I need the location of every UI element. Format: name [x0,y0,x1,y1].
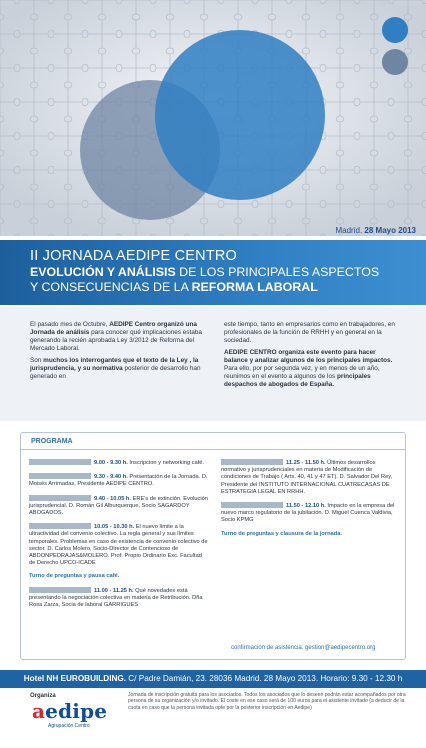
intro-paragraph: Son muchos los interrogantes que el texto de la Ley , la jurisprudencia, y su normativa posterior de desarrollo han generado en [30,357,201,380]
puzzle-background [0,0,426,236]
time-bar [29,587,91,593]
blue-circle [155,30,325,200]
time-bar [221,502,283,508]
intro-paragraph: El pasado mes de Octubre, AEDIPE Centro organizó una Jornada de análisis para conocer qué implicaciones estaba generando la recién aprobada Ley 3/2012 de Reforma del Mercado Laboral. [30,321,202,352]
event-subtitle-line1: EVOLUCIÓN Y ANÁLISIS DE LOS PRINCIPALES ASPECTOS [30,265,380,279]
title-banner [0,240,426,305]
intro-column-right [224,321,396,393]
break-note: Turno de preguntas y pausa café. [29,573,120,580]
divider [21,449,405,450]
time-bar [29,459,91,465]
agenda-item: 9.00 - 9.30 h. Inscripcion y networking café. [29,459,209,467]
programme-column-right [221,459,399,544]
programme-column-left [29,459,209,615]
event-subtitle-line2: Y CONSECUENCIAS DE LA REFORMA LABORAL [30,280,318,294]
agenda-item: 9.40 - 10.05 h. ERE's de extinción. Evolución jurisprudencial. D. Román Gil Alburquerque, Socio SAGARDOY ABOGADOS. [29,495,208,517]
small-grey-dot [382,49,408,75]
logo-subtitle: Agrupación Centro [48,723,90,729]
venue-bar [0,670,426,688]
intro-paragraph: AEDIPE CENTRO organiza este evento para hacer balance y analizar algunos de los principales impactos. Para ello, por por segunda vez, y en menos de un año, reunimos en el evento a algunos de los principales despachos de abogados de España. [224,349,393,388]
date-city: Madrid. [335,226,363,235]
rsvp-email-link[interactable]: gestion@aedipecentro.org [305,645,376,651]
venue-details: C/ Padre Damián, 23. 28036 Madrid. 28 Mayo 2013. Horario: 9.30 - 12.30 h [126,674,403,683]
date-value: 28 Mayo 2013 [364,226,416,235]
agenda-item: 10.05 - 10.30 h. El nuevo límite a la ultractividad del convenio colectivo. La regla general y sus límites temporales. Problemas en caso de existencia de convenio colectivo de sector. D. Carlos Molero, Socio-Director de Contencioso de ABDONPEDRAJAS&MOLERO. Prof. Propio Ordinario Exc. Facultad de Derecho UPCO-ICADE [29,524,208,567]
programme-title: PROGRAMA [31,438,73,445]
agenda-item: 11.00 - 11.25 h. Qué novedades está presentando la negociación colectiva en materia de Retribución. Dña Rosa Zarza, Socia de laboral GARRIGUES [29,587,203,609]
closing-note: Turno de preguntas y clausura de la jornada. [221,530,342,537]
agenda-item: 9.30 - 9.40 h. Presentación de la Jornada. D. Moisés Arrimadas, Presidente AEDIPE CENTRO. [29,474,208,488]
programme-box [20,432,406,660]
intro-paragraph: este tiempo, tanto en empresarios como en trabajadores, en profesionales de la función de RRHH y en general en la sociedad. [224,321,395,344]
footer [0,690,426,748]
time-bar [221,459,283,465]
venue-name: Hotel NH EUROBUILDING. [23,674,127,683]
fine-print: Jornada de inscripción gratuita para los asociados. Todos los asociados que lo deseen podrán estar acompañados por otra persona de su organización y/o invitado. El coste en ese caso será de 100 euros para el asistente invitado (a deducir de la cuota en caso que la persona invitada opte por la posterior inscripción en Aedipe) [128,692,406,711]
time-bar [29,495,91,501]
time-bar [29,473,91,479]
agenda-item: 11.25 - 11.50 h. Últimos desarrollos normativo y jurisprudenciales en materia de Modificación de condiciones de Trabajo ( Arts. 40, 41 y 47 ET). D. Salvador Del Rey, Presidente del INSTITUTO INTERNACIONAL CUATRECASAS DE ESTRATEGIA LEGAL EN RRHH. [221,460,393,495]
agenda-item: 11.50 - 12.10 h. Impacto en la empresa del nuevo marco regulatorio de la jubilación. D. Miguel Cuenca Valdivia, Socio KPMG [221,503,395,524]
intro-section [0,307,426,421]
intro-column-left [30,321,202,393]
event-title: II JORNADA AEDIPE CENTRO [30,248,238,264]
aedipe-logo: aedipe [32,699,108,723]
event-date [335,226,416,235]
rsvp-line [231,645,376,651]
time-bar [29,523,91,529]
small-blue-dot [382,17,408,43]
rsvp-label: confirmación de asistencia: [231,645,304,651]
hero-image [0,0,426,236]
organizer-label: Organiza [30,693,56,699]
